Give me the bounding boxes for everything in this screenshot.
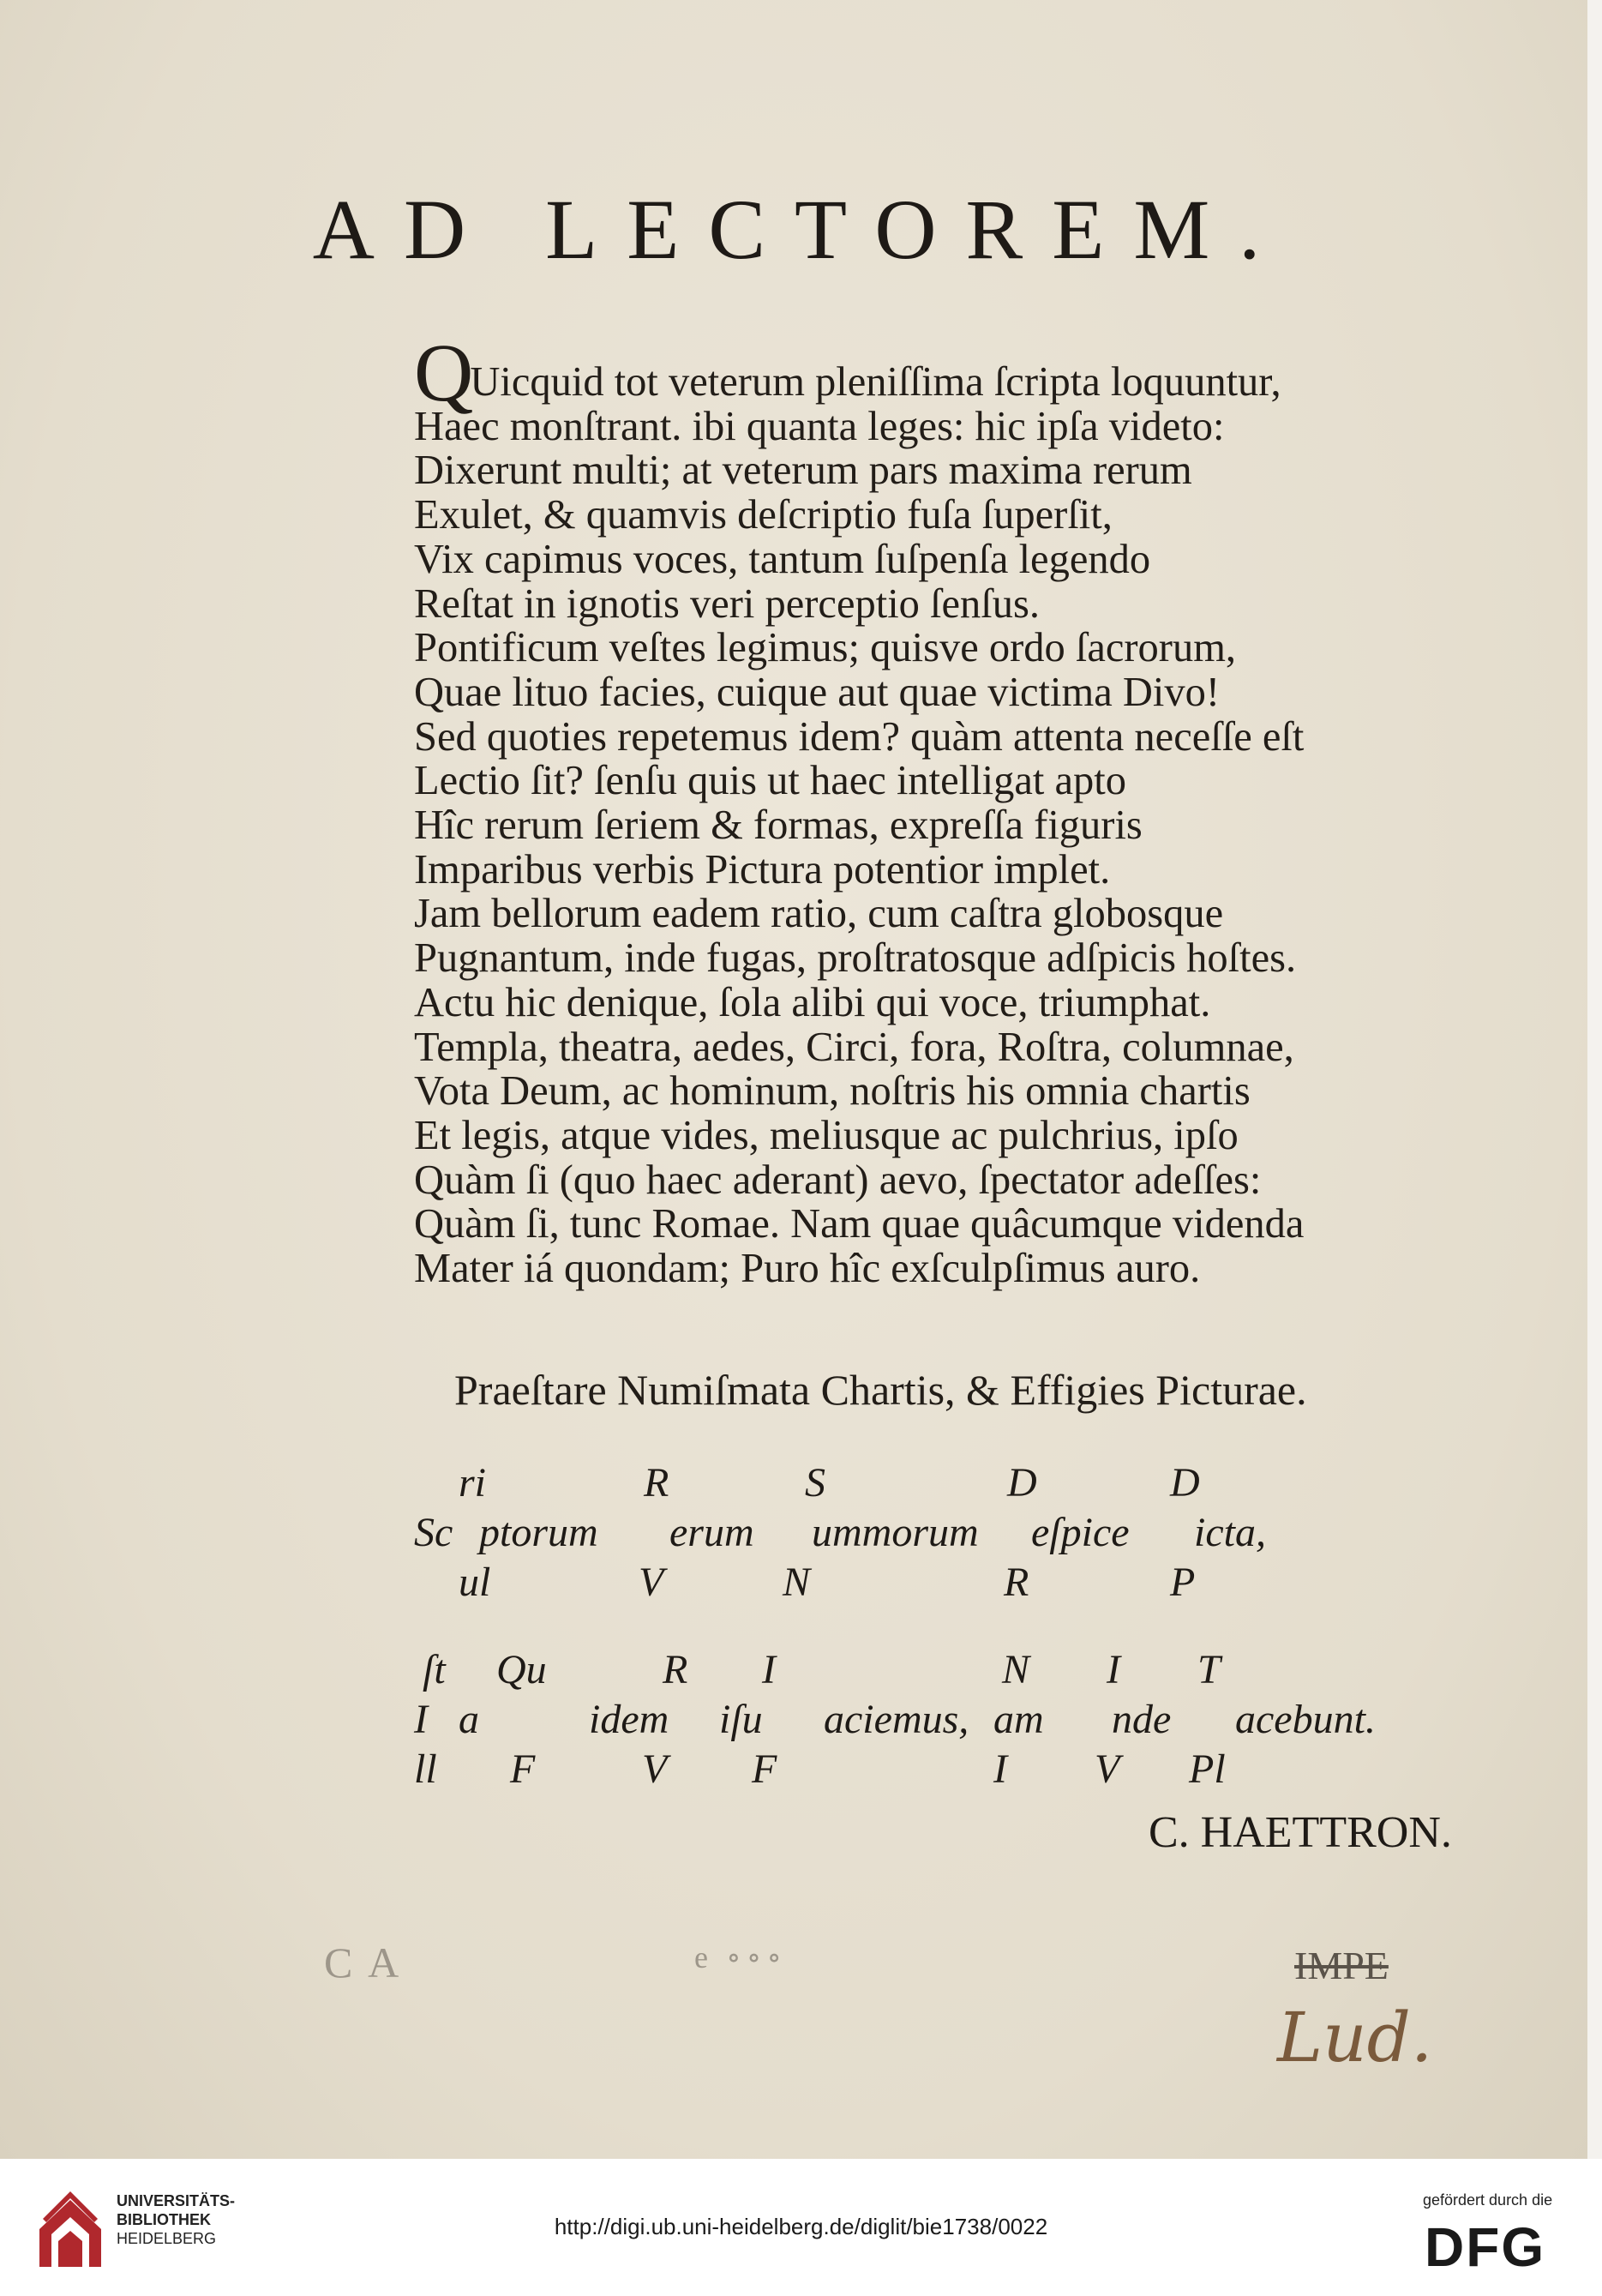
cipher-fragment: V <box>639 1560 664 1605</box>
poem-line: Exulet, & quamvis deſcriptio fuſa ſuperſit, <box>414 492 1113 538</box>
cipher-fragment: I <box>1107 1647 1120 1692</box>
cipher-fragment: am <box>993 1697 1044 1742</box>
cipher-row-top <box>414 1646 1425 1697</box>
cipher-fragment: acebunt. <box>1235 1697 1376 1742</box>
drop-cap: Q <box>414 327 474 418</box>
cipher-fragment: ri <box>459 1460 487 1506</box>
poem-line: Actu hic denique, ſola alibi qui voce, triumphat. <box>414 979 1211 1025</box>
cipher-fragment: F <box>510 1746 536 1792</box>
poem-line: Mater iá quondam; Puro hîc exſculpſimus auro. <box>414 1246 1201 1292</box>
poem-line: QUicquid tot veterum pleniſſima ſcripta loquuntur, <box>414 327 1281 418</box>
page-title: AD LECTOREM. <box>312 182 1290 277</box>
poem-line: Haec monſtrant. ibi quanta leges: hic ipſa videto: <box>414 403 1225 449</box>
cipher-row-top <box>414 1459 1425 1510</box>
funded-by-label: gefördert durch die <box>1423 2191 1553 2209</box>
poem-line: Dixerunt multi; at veterum pars maxima rerum <box>414 448 1192 494</box>
cipher-fragment: F <box>752 1746 777 1792</box>
cipher-fragment: idem <box>589 1697 669 1742</box>
cipher-fragment: R <box>663 1647 688 1692</box>
bleed-through-stamp: C A <box>324 1938 403 1986</box>
cipher-fragment: S <box>805 1460 825 1506</box>
bleed-through-ornament: e ∘∘∘ <box>694 1940 787 1974</box>
poem-line: Pugnantum, inde fugas, proſtratosque adſpicis hoſtes. <box>414 935 1297 982</box>
cipher-fragment: ll <box>414 1746 437 1792</box>
poem-line: Jam bellorum eadem ratio, cum caſtra globosque <box>414 891 1224 937</box>
poem-line: Quae lituo facies, cuique aut quae victima Divo! <box>414 669 1221 715</box>
cipher-fragment: N <box>783 1560 811 1605</box>
poem-line: Pontificum veſtes legimus; quisve ordo ſacrorum, <box>414 625 1237 671</box>
cipher-fragment: erum <box>669 1510 754 1555</box>
motto: Praeſtare Numiſmata Chartis, & Effigies Picturae. <box>454 1366 1307 1414</box>
cipher-fragment: nde <box>1112 1697 1172 1742</box>
cipher-fragment: V <box>642 1746 668 1792</box>
struck-through-stamp: IMPE <box>1294 1944 1389 1987</box>
poem <box>414 327 1528 1292</box>
poem-line: Reſtat in ignotis veri perceptio ſenſus. <box>414 580 1041 627</box>
cipher-fragment: eſpice <box>1031 1510 1130 1555</box>
poem-line: Quàm ſi (quo haec aderant) aevo, ſpectator adeſſes: <box>414 1157 1262 1203</box>
cipher-row-middle <box>414 1696 1425 1746</box>
poem-line: Vix capimus voces, tantum ſuſpenſa legendo <box>414 536 1151 582</box>
cipher-fragment: I <box>762 1647 776 1692</box>
cipher-row-middle <box>414 1509 1425 1560</box>
library-name: UNIVERSITÄTS- BIBLIOTHEK HEIDELBERG <box>117 2192 236 2247</box>
cipher-fragment: I <box>993 1746 1007 1792</box>
cipher-fragment: icta, <box>1194 1510 1266 1555</box>
poem-line: Templa, theatra, aedes, Circi, fora, Roſtra, columnae, <box>414 1024 1294 1070</box>
poem-line: Lectio ſit? ſenſu quis ut haec intelligat apto <box>414 758 1126 804</box>
cipher-fragment: D <box>1007 1460 1037 1506</box>
cipher-fragment: R <box>1004 1560 1029 1605</box>
cipher-fragment: Pl <box>1189 1746 1226 1792</box>
dfg-logo: DFG <box>1425 2216 1546 2278</box>
cipher-fragment: ſt <box>423 1647 446 1692</box>
page-edge <box>1587 0 1602 2159</box>
poem-line: Sed quoties repetemus idem? quàm attenta neceſſe eſt <box>414 713 1305 760</box>
cipher-fragment: ummorum <box>812 1510 979 1555</box>
poem-line: Quàm ſi, tunc Romae. Nam quae quâcumque videnda <box>414 1201 1305 1247</box>
poem-line: Et legis, atque vides, meliusque ac pulchrius, ipſo <box>414 1112 1239 1158</box>
cipher-fragment: P <box>1170 1560 1196 1605</box>
cipher-fragment: aciemus, <box>824 1697 969 1742</box>
cipher-fragment: D <box>1170 1460 1200 1506</box>
permalink-url[interactable]: http://digi.ub.uni-heidelberg.de/diglit/bie1738/0022 <box>554 2214 1048 2239</box>
poem-line: Hîc rerum ſeriem & formas, expreſſa figuris <box>414 802 1143 849</box>
cipher-fragment: R <box>644 1460 669 1506</box>
cipher-fragment: ptorum <box>479 1510 598 1555</box>
cipher-fragment: ul <box>459 1560 491 1605</box>
cipher-fragment: Sc <box>414 1510 453 1555</box>
handwritten-note: Lud. <box>1277 1998 1433 2077</box>
cipher-fragment: T <box>1197 1647 1221 1692</box>
poem-line: Imparibus verbis Pictura potentior implet. <box>414 846 1111 893</box>
cipher-fragment: I <box>414 1697 428 1742</box>
cipher-fragment: N <box>1002 1647 1030 1692</box>
cipher-fragment: iſu <box>719 1697 763 1742</box>
cipher-fragment: a <box>459 1697 479 1742</box>
cipher-fragment: Qu <box>496 1647 547 1692</box>
cipher-row-bottom <box>414 1559 1425 1609</box>
cipher-fragment: V <box>1095 1746 1120 1792</box>
poem-line: Vota Deum, ac hominum, noſtris his omnia chartis <box>414 1068 1251 1115</box>
signature: C. HAETTRON. <box>1149 1808 1452 1857</box>
cipher-row-bottom <box>414 1746 1425 1796</box>
